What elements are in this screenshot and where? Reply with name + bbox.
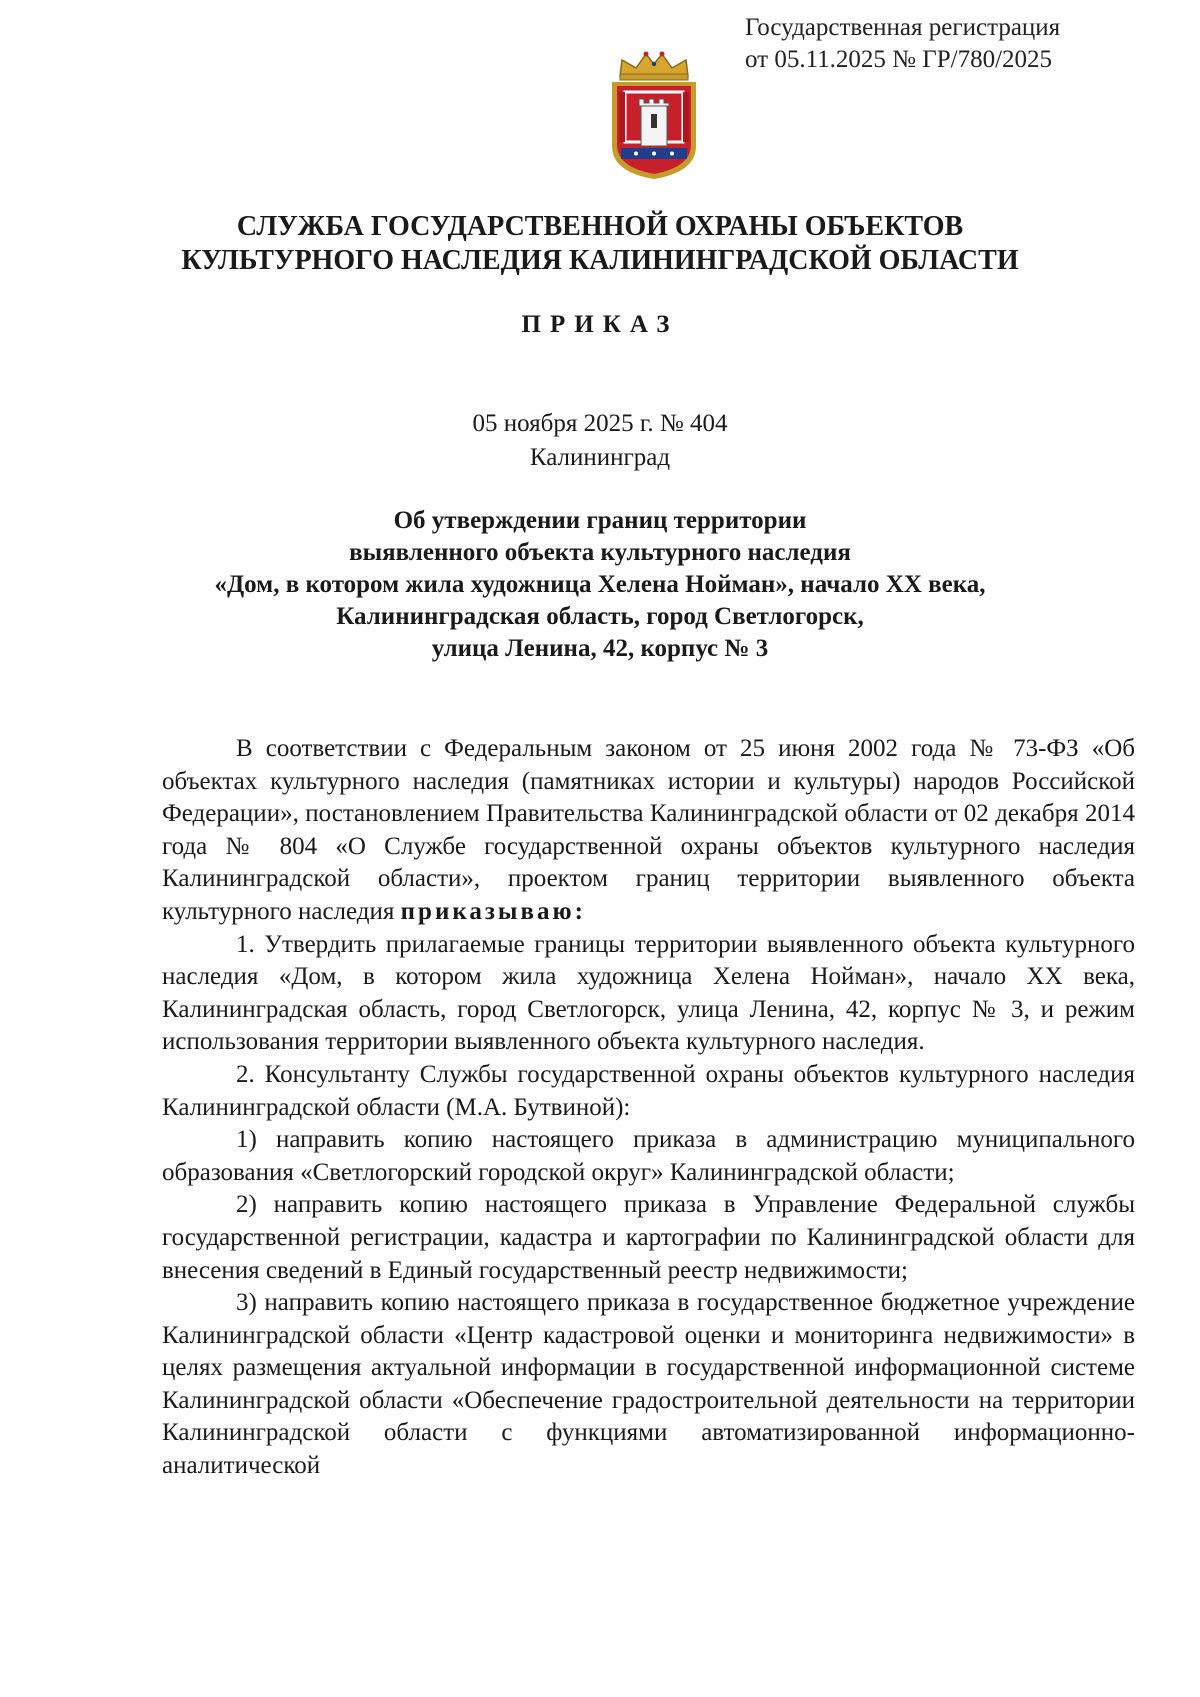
- subject-line2: выявленного объекта культурного наследия: [349, 539, 851, 566]
- item-2: 2. Консультанту Службы государственной охраны объектов культурного наследия Калининградской области (М.А. Бутвиной):: [162, 1060, 1135, 1121]
- kaliningrad-coat-of-arms-icon: [606, 48, 702, 180]
- subject-line3: «Дом, в котором жила художница Хелена Нойман», начало XX века,: [214, 571, 986, 598]
- registration-number: от 05.11.2025 № ГР/780/2025: [745, 46, 1053, 73]
- subject-line4: Калининградская область, город Светлогорск,: [336, 603, 864, 630]
- subject-line5: улица Ленина, 42, корпус № 3: [431, 635, 769, 662]
- order-city: Калининград: [529, 444, 671, 471]
- order-word: приказываю: [400, 897, 575, 925]
- subitem-2: 2) направить копию настоящего приказа в Управление Федеральной службы государственной регистрации, кадастра и картографии по Калининградской области для внесения сведений в Единый государственный реестр недвижимости;: [162, 1191, 1135, 1284]
- preamble-paragraph: [162, 733, 1135, 929]
- agency-name-line1: СЛУЖБА ГОСУДАРСТВЕННОЙ ОХРАНЫ ОБЪЕКТОВ: [236, 211, 964, 242]
- order-subject: [0, 505, 1200, 665]
- registration-stamp: [745, 12, 1060, 76]
- subject-line1: Об утверждении границ территории: [393, 507, 807, 534]
- preamble-text: В соответствии с Федеральным законом от 25 июня 2002 года № 73-ФЗ «Об объектах культурного наследия (памятниках истории и культуры) народов Российской Федерации», постановлением Правительства Калининградской области от 02 декабря 2014 года № 804 «О Службе государственной охраны объектов культурного наследия Калининградской области», проектом границ территории выявленного объекта культурного наследия: [162, 735, 1135, 925]
- date-and-place: [0, 407, 1200, 475]
- subitem-3: 3) направить копию настоящего приказа в государственное бюджетное учреждение Калининградской области «Центр кадастровой оценки и мониторинга недвижимости» в целях размещения актуальной информации в государственной информационной системе Калининградской области «Обеспечение градостроительной деятельности на территории Калининградской области с функциями автоматизированной информационно-аналитической: [162, 1289, 1135, 1480]
- registration-title: Государственная регистрация: [745, 14, 1061, 41]
- agency-name-line2: КУЛЬТУРНОГО НАСЛЕДИЯ КАЛИНИНГРАДСКОЙ ОБЛАСТИ: [181, 245, 1019, 276]
- order-date-number: 05 ноября 2025 г. № 404: [472, 410, 728, 437]
- agency-name: [0, 210, 1200, 278]
- subitem-1: 1) направить копию настоящего приказа в администрацию муниципального образования «Светлогорский городской округ» Калининградской области;: [162, 1126, 1135, 1186]
- document-type: ПРИКАЗ: [521, 311, 679, 338]
- order-body: [162, 733, 1135, 1483]
- order-colon: :: [574, 897, 583, 925]
- item-1: 1. Утвердить прилагаемые границы территории выявленного объекта культурного наследия «Дом, в котором жила художница Хелена Нойман», начало XX века, Калининградская область, город Светлогорск, улица Ленина, 42, корпус № 3, и режим использования территории выявленного объекта культурного наследия.: [162, 930, 1135, 1056]
